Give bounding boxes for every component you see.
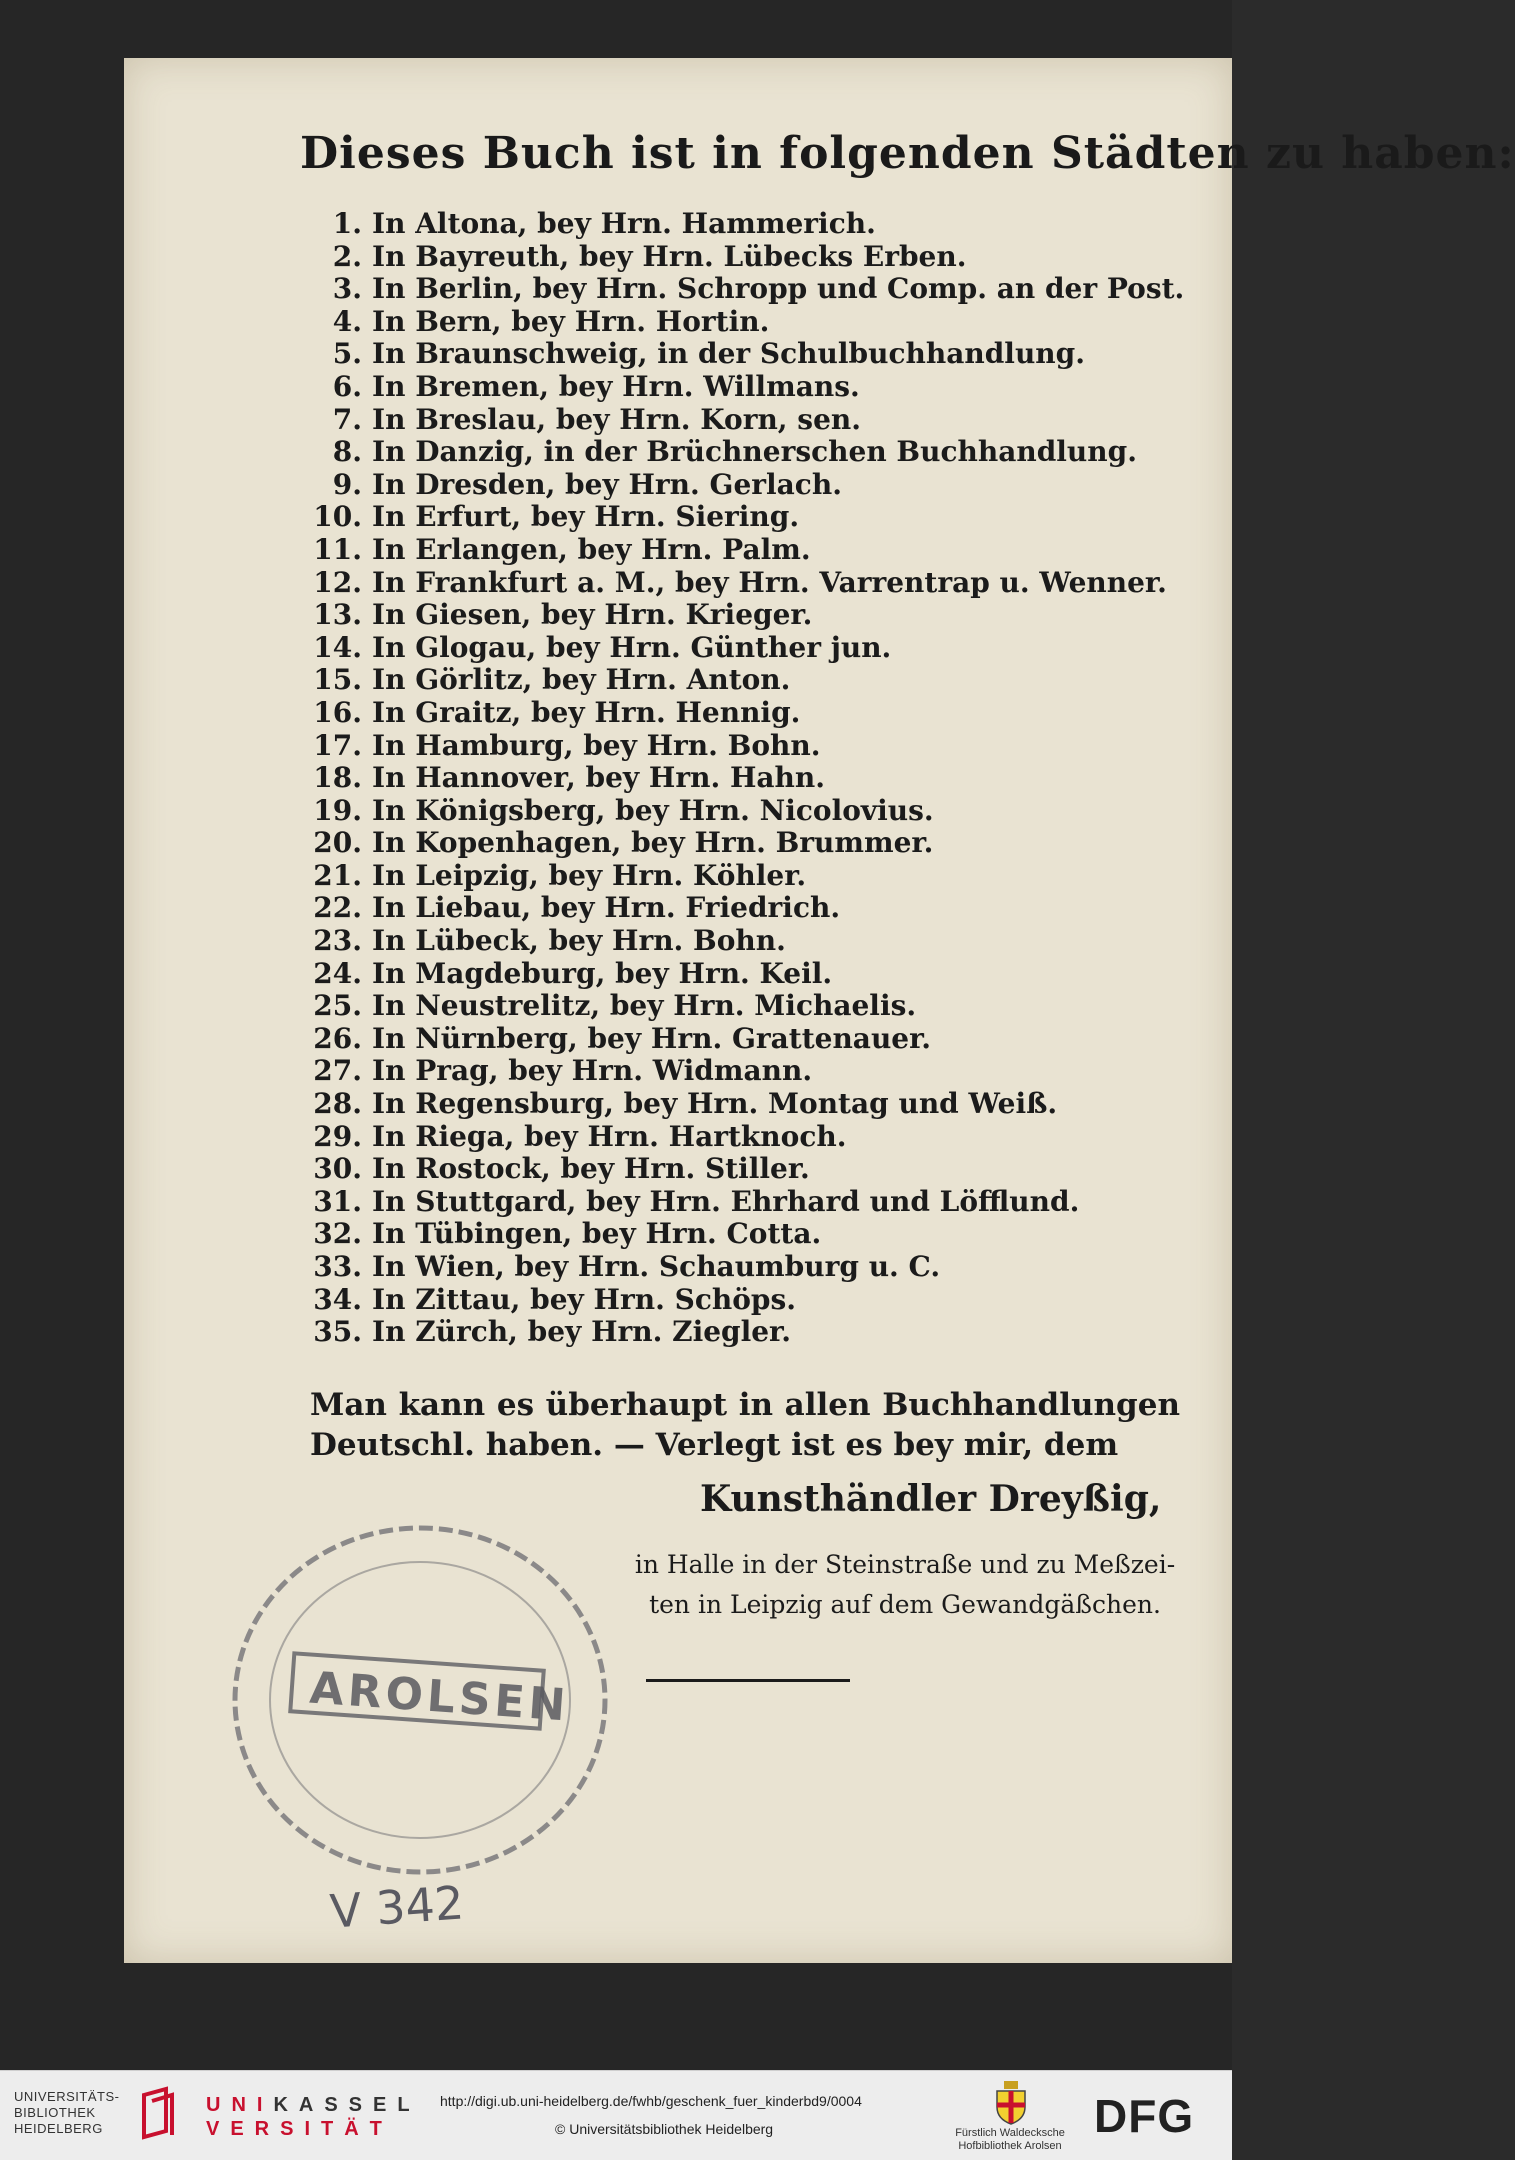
list-item-text: In Hannover, bey Hrn. Hahn. — [372, 761, 826, 795]
dfg-logo: DFG — [1094, 2090, 1195, 2142]
list-item-number: 21. — [313, 858, 362, 892]
list-item — [290, 990, 1190, 1023]
list-item — [290, 730, 1190, 763]
list-item — [290, 1186, 1190, 1219]
list-item — [290, 469, 1190, 502]
list-item — [290, 697, 1190, 730]
list-item-number: 29. — [313, 1119, 362, 1153]
list-item — [290, 273, 1190, 306]
list-item-number: 20. — [313, 826, 362, 860]
list-item-text: In Magdeburg, bey Hrn. Keil. — [372, 956, 833, 990]
closing-paragraph — [310, 1385, 1180, 1465]
list-item-text: In Breslau, bey Hrn. Korn, sen. — [372, 402, 861, 436]
page-title: Dieses Buch ist in folgenden Städten zu haben: — [300, 128, 1515, 179]
list-item-text: In Bayreuth, bey Hrn. Lübecks Erben. — [372, 239, 967, 273]
list-item — [290, 1316, 1190, 1349]
list-item-number: 26. — [313, 1021, 362, 1055]
list-item-number: 24. — [313, 956, 362, 990]
list-item — [290, 1055, 1190, 1088]
list-item-number: 3. — [332, 272, 362, 306]
list-item-number: 8. — [332, 435, 362, 469]
list-item-text: In Rostock, bey Hrn. Stiller. — [372, 1152, 810, 1186]
paragraph-line-2: Deutschl. haben. — Verlegt ist es bey mir, dem — [310, 1427, 1119, 1463]
ub-line-2: BIBLIOTHEK — [14, 2105, 96, 2120]
list-item — [290, 567, 1190, 600]
arolsen-line-1: Fürstlich Waldecksche — [955, 2127, 1065, 2139]
list-item — [290, 371, 1190, 404]
list-item — [290, 1284, 1190, 1317]
list-item-text: In Liebau, bey Hrn. Friedrich. — [372, 891, 841, 925]
copyright-notice: © Universitätsbibliothek Heidelberg — [555, 2121, 774, 2137]
arolsen-crest-icon — [994, 2081, 1028, 2125]
list-item-number: 28. — [313, 1087, 362, 1121]
list-item-number: 16. — [313, 695, 362, 729]
list-item-text: In Giesen, bey Hrn. Krieger. — [372, 598, 813, 632]
list-item — [290, 1218, 1190, 1251]
list-item — [290, 241, 1190, 274]
list-item-text: In Kopenhagen, bey Hrn. Brummer. — [372, 826, 934, 860]
list-item-number: 32. — [313, 1217, 362, 1251]
list-item — [290, 338, 1190, 371]
list-item — [290, 436, 1190, 469]
list-item-text: In Graitz, bey Hrn. Hennig. — [372, 695, 801, 729]
list-item-number: 15. — [313, 663, 362, 697]
list-item-number: 33. — [313, 1250, 362, 1283]
stamp-text: AROLSEN — [308, 1662, 572, 1732]
list-item-text: In Königsberg, bey Hrn. Nicolovius. — [372, 793, 934, 827]
list-item — [290, 599, 1190, 632]
list-item-text: In Stuttgard, bey Hrn. Ehrhard und Löfflund. — [372, 1184, 1080, 1218]
document-url[interactable]: http://digi.ub.uni-heidelberg.de/fwhb/geschenk_fuer_kinderbd9/0004 — [440, 2093, 862, 2109]
list-item-text: In Bern, bey Hrn. Hortin. — [372, 304, 770, 338]
list-item-text: In Wien, bey Hrn. Schaumburg u. C. — [372, 1250, 941, 1283]
heidelberg-logo-icon — [136, 2085, 180, 2141]
list-item-text: In Zittau, bey Hrn. Schöps. — [372, 1282, 797, 1316]
list-item — [290, 1153, 1190, 1186]
list-item-text: In Neustrelitz, bey Hrn. Michaelis. — [372, 989, 917, 1023]
kassel-logo — [206, 2093, 421, 2141]
list-item-text: In Regensburg, bey Hrn. Montag und Weiß. — [372, 1087, 1058, 1121]
list-item-text: In Lübeck, bey Hrn. Bohn. — [372, 924, 786, 958]
list-item-text: In Leipzig, bey Hrn. Köhler. — [372, 858, 807, 892]
footer-bar — [0, 2070, 1232, 2160]
list-item-text: In Hamburg, bey Hrn. Bohn. — [372, 728, 821, 762]
list-item — [290, 827, 1190, 860]
list-item — [290, 892, 1190, 925]
arolsen-library-label — [940, 2127, 1080, 2153]
kassel-name: KASSEL — [273, 2094, 421, 2116]
kassel-uni: UNI — [206, 2094, 274, 2116]
list-item-number: 31. — [313, 1184, 362, 1218]
list-item-number: 6. — [332, 369, 362, 403]
list-item-number: 14. — [313, 630, 362, 664]
list-item-text: In Tübingen, bey Hrn. Cotta. — [372, 1217, 822, 1251]
list-item-text: In Prag, bey Hrn. Widmann. — [372, 1054, 813, 1088]
list-item-text: In Dresden, bey Hrn. Gerlach. — [372, 467, 842, 501]
list-item — [290, 208, 1190, 241]
list-item-number: 23. — [313, 924, 362, 958]
list-item-number: 2. — [332, 239, 362, 273]
list-item — [290, 632, 1190, 665]
list-item — [290, 860, 1190, 893]
list-item-number: 18. — [313, 761, 362, 795]
dealer-name: Kunsthändler Dreyßig, — [700, 1478, 1162, 1520]
list-item-text: In Berlin, bey Hrn. Schropp und Comp. an der Post. — [372, 272, 1185, 306]
shelfmark: V 342 — [328, 1875, 466, 1939]
list-item — [290, 1251, 1190, 1284]
list-item-text: In Braunschweig, in der Schulbuchhandlung. — [372, 337, 1085, 371]
ub-line-3: HEIDELBERG — [14, 2121, 103, 2136]
list-item — [290, 1088, 1190, 1121]
list-item-number: 12. — [313, 565, 362, 599]
heidelberg-library-label — [14, 2089, 119, 2137]
list-item — [290, 925, 1190, 958]
list-item-number: 1. — [332, 207, 362, 240]
list-item — [290, 762, 1190, 795]
list-item-number: 17. — [313, 728, 362, 762]
list-item — [290, 958, 1190, 991]
list-item-text: In Erfurt, bey Hrn. Siering. — [372, 500, 800, 534]
list-item-text: In Glogau, bey Hrn. Günther jun. — [372, 630, 892, 664]
city-list — [290, 208, 1190, 1349]
list-item-number: 19. — [313, 793, 362, 827]
address-line-1: in Halle in der Steinstraße und zu Meßzei- — [634, 1550, 1176, 1579]
list-item-number: 27. — [313, 1054, 362, 1088]
list-item — [290, 1121, 1190, 1154]
paragraph-line-1: Man kann es überhaupt in allen Buchhandlungen — [310, 1387, 1180, 1423]
list-item-number: 9. — [332, 467, 362, 501]
ub-line-1: UNIVERSITÄTS- — [14, 2089, 120, 2104]
kassel-versitaet: VERSITÄT — [206, 2118, 393, 2140]
list-item-number: 10. — [313, 500, 362, 534]
address-line-2: ten in Leipzig auf dem Gewandgäßchen. — [649, 1590, 1161, 1619]
list-item-text: In Danzig, in der Brüchnerschen Buchhandlung. — [372, 435, 1137, 469]
closing-rule — [646, 1679, 850, 1682]
list-item-number: 25. — [313, 989, 362, 1023]
list-item — [290, 1023, 1190, 1056]
list-item-text: In Frankfurt a. M., bey Hrn. Varrentrap u. Wenner. — [372, 565, 1167, 599]
list-item — [290, 664, 1190, 697]
list-item-number: 7. — [332, 402, 362, 436]
list-item-text: In Bremen, bey Hrn. Willmans. — [372, 369, 860, 403]
list-item-text: In Zürch, bey Hrn. Ziegler. — [372, 1315, 791, 1349]
list-item-number: 5. — [332, 337, 362, 371]
list-item-number: 4. — [332, 304, 362, 338]
list-item-text: In Altona, bey Hrn. Hammerich. — [372, 207, 876, 240]
list-item — [290, 795, 1190, 828]
dealer-address — [610, 1545, 1200, 1625]
list-item-number: 22. — [313, 891, 362, 925]
list-item — [290, 404, 1190, 437]
list-item-number: 11. — [313, 532, 362, 566]
list-item-text: In Erlangen, bey Hrn. Palm. — [372, 532, 811, 566]
list-item-text: In Nürnberg, bey Hrn. Grattenauer. — [372, 1021, 932, 1055]
list-item — [290, 534, 1190, 567]
list-item-number: 34. — [313, 1282, 362, 1316]
list-item — [290, 501, 1190, 534]
list-item-text: In Riega, bey Hrn. Hartknoch. — [372, 1119, 847, 1153]
list-item — [290, 306, 1190, 339]
list-item-number: 35. — [313, 1315, 362, 1349]
list-item-text: In Görlitz, bey Hrn. Anton. — [372, 663, 791, 697]
arolsen-line-2: Hofbibliothek Arolsen — [958, 2140, 1062, 2152]
library-stamp — [210, 1500, 630, 1900]
list-item-number: 30. — [313, 1152, 362, 1186]
list-item-number: 13. — [313, 598, 362, 632]
